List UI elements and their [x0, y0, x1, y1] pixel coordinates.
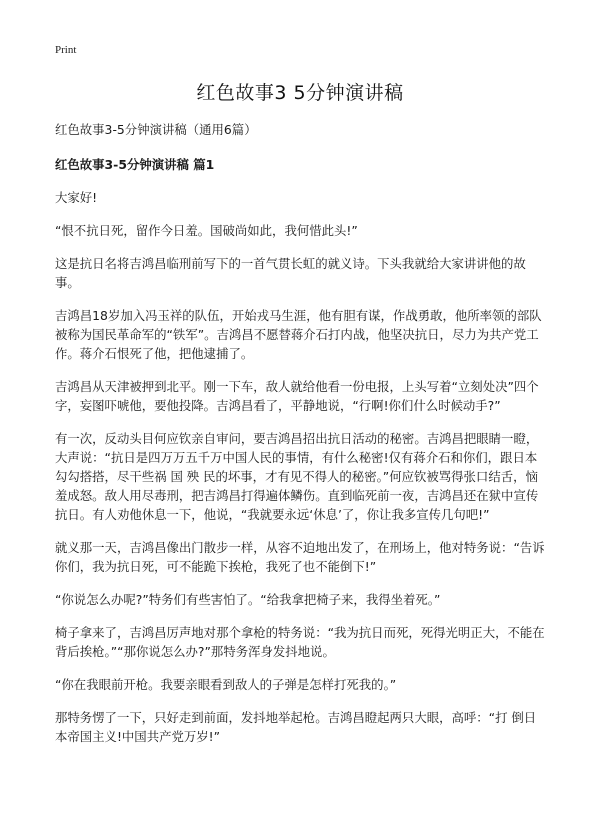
paragraph: 吉鸿昌从天津被押到北平。刚一下车，敌人就给他看一份电报，上头写着“立刻处决”四个字，妄图吓唬他，要他投降。吉鸿昌看了，平静地说，“行啊!你们什么时候动手?” — [55, 379, 539, 413]
paragraph: 有一次，反动头目何应钦亲自审问，要吉鸿昌招出抗日活动的秘密。吉鸿昌把眼睛一瞪，大声说：“抗日是四万万五千万中国人民的事情，有什么秘密!仅有蒋介石和你们，跟日本勾勾搭搭，尽干些祸 国 殃 民的坏事，才有见不得人的秘密。”何应钦被骂得张口结舌，恼羞成怒。敌人用尽毒刑，把吉鸿昌打得遍体鳞伤。直到临死前一夜，吉鸿昌还在狱中宣传抗日。有人劝他休息一下，他说，“我就要永远‘休息’了，你让我多宣传几句吧!” — [55, 431, 539, 522]
paragraph: 这是抗日名将吉鸿昌临刑前写下的一首气贯长虹的就义诗。下头我就给大家讲讲他的故事。 — [55, 256, 526, 290]
paragraph: 大家好! — [55, 190, 98, 205]
print-link[interactable]: Print — [55, 44, 77, 56]
paragraph: 就义那一天，吉鸿昌像出门散步一样，从容不迫地出发了，在刑场上，他对特务说：“告诉你们，我为抗日死，可不能跪下挨枪，我死了也不能倒下!” — [55, 540, 545, 574]
paragraph: “恨不抗日死，留作今日羞。国破尚如此，我何惜此头!” — [55, 223, 358, 238]
paragraph: “你说怎么办呢?”特务们有些害怕了。“给我拿把椅子来，我得坐着死。” — [55, 592, 441, 607]
document-subtitle: 红色故事3-5分钟演讲稿（通用6篇） — [55, 122, 257, 137]
document-body — [55, 120, 547, 760]
page-title: 红色故事3 5分钟演讲稿 — [196, 82, 404, 104]
paragraph: 吉鸿昌18岁加入冯玉祥的队伍，开始戎马生涯，他有胆有谋，作战勇敢，他所率领的部队被称为国民革命军的“铁军”。吉鸿昌不愿替蒋介石打内战，他坚决抗日，尽力为共产党工作。蒋介石恨死了他，把他逮捕了。 — [55, 308, 542, 361]
paragraph: “你在我眼前开枪。我要亲眼看到敌人的子弹是怎样打死我的。” — [55, 677, 397, 692]
section-heading: 红色故事3-5分钟演讲稿 篇1 — [55, 157, 215, 172]
paragraph: 椅子拿来了，吉鸿昌厉声地对那个拿枪的特务说：“我为抗日而死，死得光明正大，不能在背后挨枪。”“那你说怎么办?”那特务浑身发抖地说。 — [55, 625, 545, 659]
paragraph: 那特务愣了一下，只好走到前面，发抖地举起枪。吉鸿昌瞪起两只大眼，高呼：“打 倒日本帝国主义!中国共产党万岁!” — [55, 710, 537, 744]
